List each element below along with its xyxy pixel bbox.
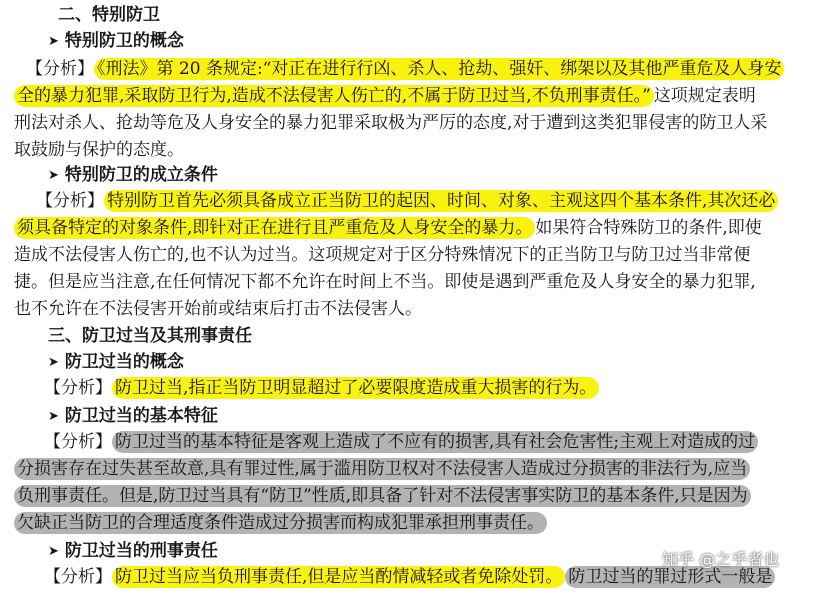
paragraph-line: 捷。但是应当注意,在任何情况下都不允许在时间上不当。即使是遇到严重危及人身安全的暴力犯罪,	[14, 272, 756, 292]
paragraph-line: 刑法对杀人、抢劫等危及人身安全的暴力犯罪采取极为严厉的态度,对于遭到这类犯罪侵害的防卫人采	[14, 113, 768, 133]
subheading-3: ➤ 防卫过当的概念	[48, 352, 184, 372]
highlight-yellow: 防卫过当应当负刑事责任,但是应当酌情减轻或者免除处罚。	[112, 566, 565, 588]
triangle-bullet-icon: ➤	[48, 544, 59, 559]
section-heading-2: 二、特别防卫	[58, 5, 160, 25]
paragraph-line: 也不允许在不法侵害开始前或结束后打击不法侵害人。	[14, 299, 422, 319]
highlight-yellow: 全的暴力犯罪,采取防卫行为,造成不法侵害人伤亡的,不属于防卫过当,不负刑事责任。”	[14, 85, 654, 107]
paragraph-line: 【分析】 特别防卫首先必须具备成立正当防卫的起因、时间、对象、主观这四个基本条件,其次还必	[36, 188, 778, 214]
highlight-yellow: 须具备特定的对象条件,即针对正在进行且严重危及人身安全的暴力。	[14, 217, 535, 239]
triangle-bullet-icon: ➤	[48, 409, 59, 424]
paragraph-line: 【分析】 防卫过当,指正当防卫明显超过了必要限度造成重大损害的行为。	[44, 375, 599, 401]
paragraph-line: 【分析】 防卫过当应当负刑事责任,但是应当酌情减轻或者免除处罚。 防卫过当的罪过形式一般是	[44, 564, 775, 590]
triangle-bullet-icon: ➤	[48, 355, 59, 370]
paragraph-line	[14, 456, 750, 482]
paragraph-line: 全的暴力犯罪,采取防卫行为,造成不法侵害人伤亡的,不属于防卫过当,不负刑事责任。” 这项规定表明	[14, 83, 756, 109]
paragraph-line: 须具备特定的对象条件,即针对正在进行且严重危及人身安全的暴力。 如果符合特殊防卫的条件,即使	[14, 215, 762, 241]
highlight-gray: 分损害存在过失甚至故意,具有罪过性,属于滥用防卫权对不法侵害人造成过分损害的非法行为,应当	[14, 458, 750, 480]
zhihu-watermark: 知乎 @之乎者也	[662, 550, 780, 569]
highlight-yellow: 《刑法》第 20 条规定:“对正在进行行凶、杀人、抢劫、强奸、绑架以及其他严重危及人身安	[94, 58, 784, 80]
paragraph-line: 造成不法侵害人伤亡的,也不认为过当。这项规定对于区分特殊情况下的正当防卫与防卫过当非常便	[14, 245, 751, 265]
highlight-gray: 欠缺正当防卫的合理适度条件造成过分损害而构成犯罪承担刑事责任。	[14, 512, 547, 534]
subheading-4: ➤ 防卫过当的基本特征	[48, 406, 218, 426]
highlight-yellow: 特别防卫首先必须具备成立正当防卫的起因、时间、对象、主观这四个基本条件,其次还必	[104, 190, 778, 212]
subheading-5: ➤ 防卫过当的刑事责任	[48, 541, 218, 561]
triangle-bullet-icon: ➤	[48, 168, 59, 183]
section-heading-3: 三、防卫过当及其刑事责任	[48, 326, 252, 346]
paragraph-line	[14, 483, 751, 509]
subheading-1: ➤ 特别防卫的概念	[48, 31, 184, 51]
highlight-yellow: 防卫过当,指正当防卫明显超过了必要限度造成重大损害的行为。	[112, 377, 599, 399]
subheading-2: ➤ 特别防卫的成立条件	[48, 165, 218, 185]
paragraph-line: 【分析】 防卫过当的基本特征是客观上造成了不应有的损害,具有社会危害性;主观上对造成的过	[44, 429, 758, 455]
highlight-gray: 防卫过当的基本特征是客观上造成了不应有的损害,具有社会危害性;主观上对造成的过	[112, 431, 758, 453]
paragraph-line: 【分析】 《刑法》第 20 条规定:“对正在进行行凶、杀人、抢劫、强奸、绑架以及其他严重危及人身安	[26, 56, 784, 82]
triangle-bullet-icon: ➤	[48, 34, 59, 49]
highlight-gray: 防卫过当的罪过形式一般是	[565, 566, 775, 588]
highlight-gray: 负刑事责任。但是,防卫过当具有“防卫”性质,即具备了针对不法侵害事实防卫的基本条件,只是因为	[14, 485, 751, 507]
paragraph-line: 取鼓励与保护的态度。	[14, 140, 184, 160]
paragraph-line	[14, 510, 547, 536]
